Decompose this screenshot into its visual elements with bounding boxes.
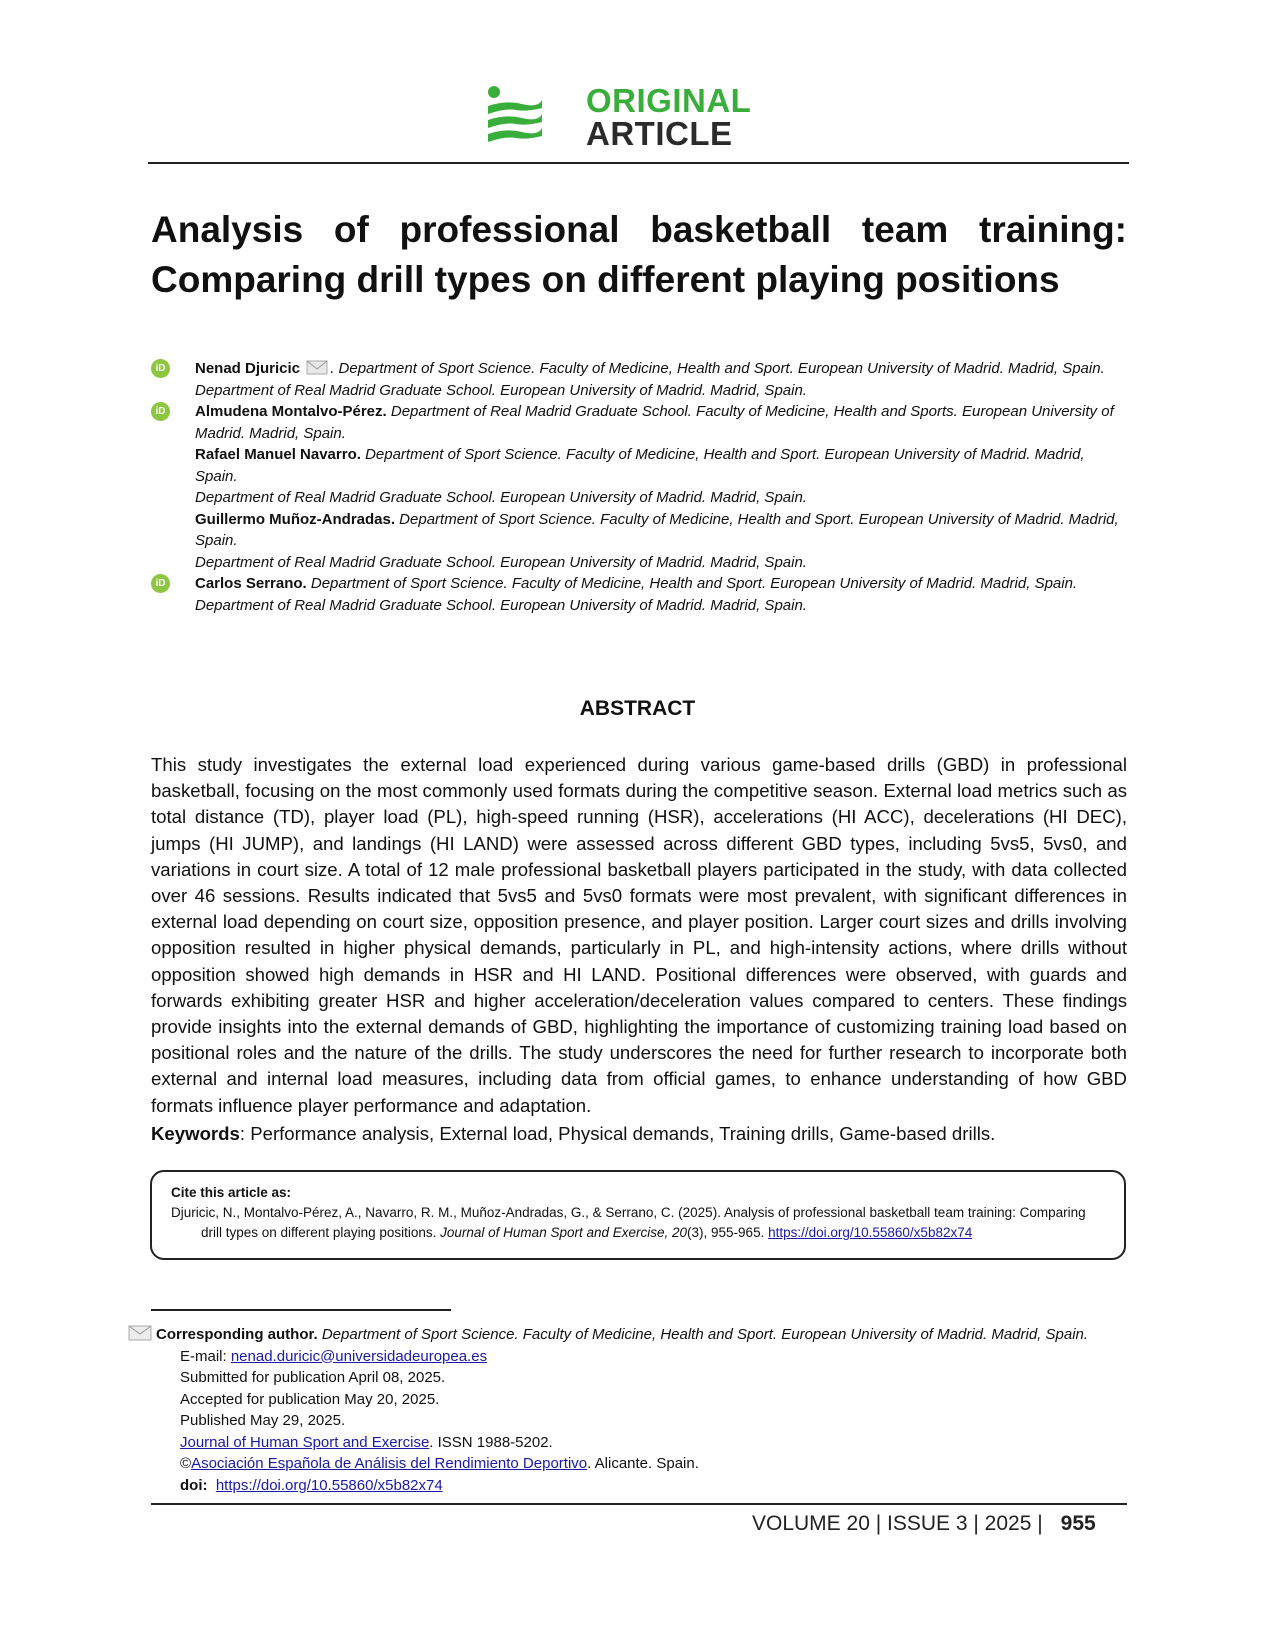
doi-link[interactable]: https://doi.org/10.55860/x5b82x74 <box>215 1476 443 1494</box>
submitted-date: Submitted for publication April 08, 2025. <box>180 1369 446 1386</box>
abstract-heading: ABSTRACT <box>579 697 696 720</box>
author-entry <box>151 444 1131 509</box>
paper-title: Analysis of professional basketball team training: Comparing drill types on different playing positions <box>151 209 1127 300</box>
author-entry <box>151 509 1131 574</box>
author-affiliation-2: Department of Real Madrid Graduate School. European University of Madrid. Madrid, Spain. <box>195 489 807 506</box>
citation-issue: (3), 955-965. <box>687 1225 769 1240</box>
citation-box <box>150 1170 1126 1260</box>
email-link[interactable]: nenad.duricic@universidadeuropea.es <box>230 1347 488 1365</box>
keywords-list: : Performance analysis, External load, Physical demands, Training drills, Game-based drills. <box>239 1123 996 1144</box>
journal-line <box>128 1432 1138 1454</box>
keywords-label: Keywords <box>151 1123 240 1144</box>
corresponding-label: Corresponding author. <box>156 1326 318 1343</box>
email-line <box>128 1346 1138 1368</box>
page-footer <box>752 1512 1096 1536</box>
header-rule <box>148 162 1129 164</box>
abstract-body: This study investigates the external load experienced during various game-based drills (GBD) in professional basketball, focusing on the most commonly used formats during the competitive season. External load metrics such as total distance (TD), player load (PL), high-speed running (HSR), accelerations (HI ACC), decelerations (HI DEC), jumps (HI JUMP), and landings (HI LAND) were assessed across different GBD types, including 5vs5, 5vs0, and variations in court size. A total of 12 male professional basketball players participated in the study, with data collected over 46 sessions. Results indicated that 5vs5 and 5vs0 formats were most prevalent, with significant differences in external load depending on court size, opposition presence, and player position. Larger court sizes and drills involving opposition resulted in higher physical demands, particularly in PL, and high-intensity actions, where drills without opposition showed high demands in HSR and HI LAND. Positional differences were observed, with guards and forwards exhibiting greater HSR and higher acceleration/deceleration values compared to centers. These findings provide insights into the external demands of GBD, highlighting the importance of customizing training load based on positional roles and the nature of the drills. The study underscores the need for further research to incorporate both external and internal load measures, including data from official games, to enhance understanding of how GBD formats influence player performance and adaptation. <box>151 754 1127 1116</box>
author-affiliation-2: Department of Real Madrid Graduate School. European University of Madrid. Madrid, Spain. <box>195 553 807 571</box>
location: . Alicante. Spain. <box>587 1455 699 1472</box>
corresponding-affiliation: Department of Sport Science. Faculty of Medicine, Health and Sport. European University of Madrid. Madrid, Spain. <box>317 1326 1089 1343</box>
orcid-icon[interactable]: iD <box>151 574 170 593</box>
author-affiliation: Department of Sport Science. Faculty of Medicine, Health and Sport. European University of Madrid. Madrid, Spain. Department of Real Madrid Graduate School. European University of Madrid. Madrid, Spain. <box>195 575 1078 614</box>
keywords <box>151 1121 1127 1147</box>
author-entry <box>151 401 1131 444</box>
citation-heading: Cite this article as: <box>171 1185 292 1200</box>
email-label: E-mail: <box>180 1347 231 1365</box>
footnote <box>128 1324 1138 1496</box>
citation-doi-link[interactable]: https://doi.org/10.55860/x5b82x74 <box>768 1225 973 1240</box>
issn: . ISSN 1988-5202. <box>429 1433 553 1451</box>
society-link[interactable]: Asociación Española de Análisis del Rendimiento Deportivo <box>191 1455 588 1472</box>
corresponding-author <box>128 1324 1138 1346</box>
citation-text <box>171 1203 1104 1243</box>
author-name: Rafael Manuel Navarro. <box>195 446 361 463</box>
published-date: Published May 29, 2025. <box>180 1412 346 1429</box>
doi-label: doi: <box>180 1476 208 1494</box>
author-list <box>151 358 1131 616</box>
author-name: Nenad Djuricic <box>195 360 301 377</box>
orcid-icon[interactable]: iD <box>151 359 170 378</box>
logo-text-article: ARTICLE <box>586 115 733 152</box>
doi-line <box>128 1475 1138 1497</box>
accepted-date: Accepted for publication May 20, 2025. <box>180 1390 440 1408</box>
author-affiliation: Department of Sport Science. Faculty of Medicine, Health and Sport. European University of Madrid. Madrid, Spain. <box>195 446 1085 485</box>
footnote-rule <box>151 1309 451 1311</box>
journal-link[interactable]: Journal of Human Sport and Exercise <box>180 1433 430 1451</box>
citation-journal: Journal of Human Sport and Exercise, 20 <box>440 1225 688 1240</box>
author-name: Guillermo Muñoz-Andradas. <box>195 510 396 528</box>
author-name: Carlos Serrano. <box>195 575 307 592</box>
author-name: Almudena Montalvo-Pérez. <box>195 403 387 420</box>
author-entry <box>151 358 1131 401</box>
author-entry <box>151 573 1131 616</box>
author-affiliation: . Department of Sport Science. Faculty of Medicine, Health and Sport. European University of Madrid. Madrid, Spain. Department of Real Madrid Graduate School. European University of Madrid. Madrid, Spain. <box>195 360 1105 399</box>
copyright-symbol: © <box>180 1455 192 1472</box>
copyright-line <box>128 1453 1138 1475</box>
stripes-logo-icon <box>486 84 546 150</box>
logo-text-original: ORIGINAL <box>586 82 752 119</box>
author-affiliation: Department of Sport Science. Faculty of Medicine, Health and Sport. European University of Madrid. Madrid, Spain. <box>195 510 1119 549</box>
envelope-icon[interactable] <box>306 360 328 375</box>
envelope-icon <box>128 1325 152 1341</box>
page-number: 955 <box>1060 1512 1096 1535</box>
footer-rule <box>151 1503 1127 1505</box>
orcid-icon[interactable]: iD <box>151 402 170 421</box>
volume-info: VOLUME 20 | ISSUE 3 | 2025 | <box>752 1512 1043 1535</box>
citation-main: Djuricic, N., Montalvo-Pérez, A., Navarro, R. M., Muñoz-Andradas, G., & Serrano, C. (2025). Analysis of professional basketball team training: Comparing drill types on different playing positions. <box>171 1205 1086 1240</box>
author-affiliation: Department of Real Madrid Graduate School. Faculty of Medicine, Health and Sports. European University of Madrid. Madrid, Spain. <box>195 403 1114 442</box>
